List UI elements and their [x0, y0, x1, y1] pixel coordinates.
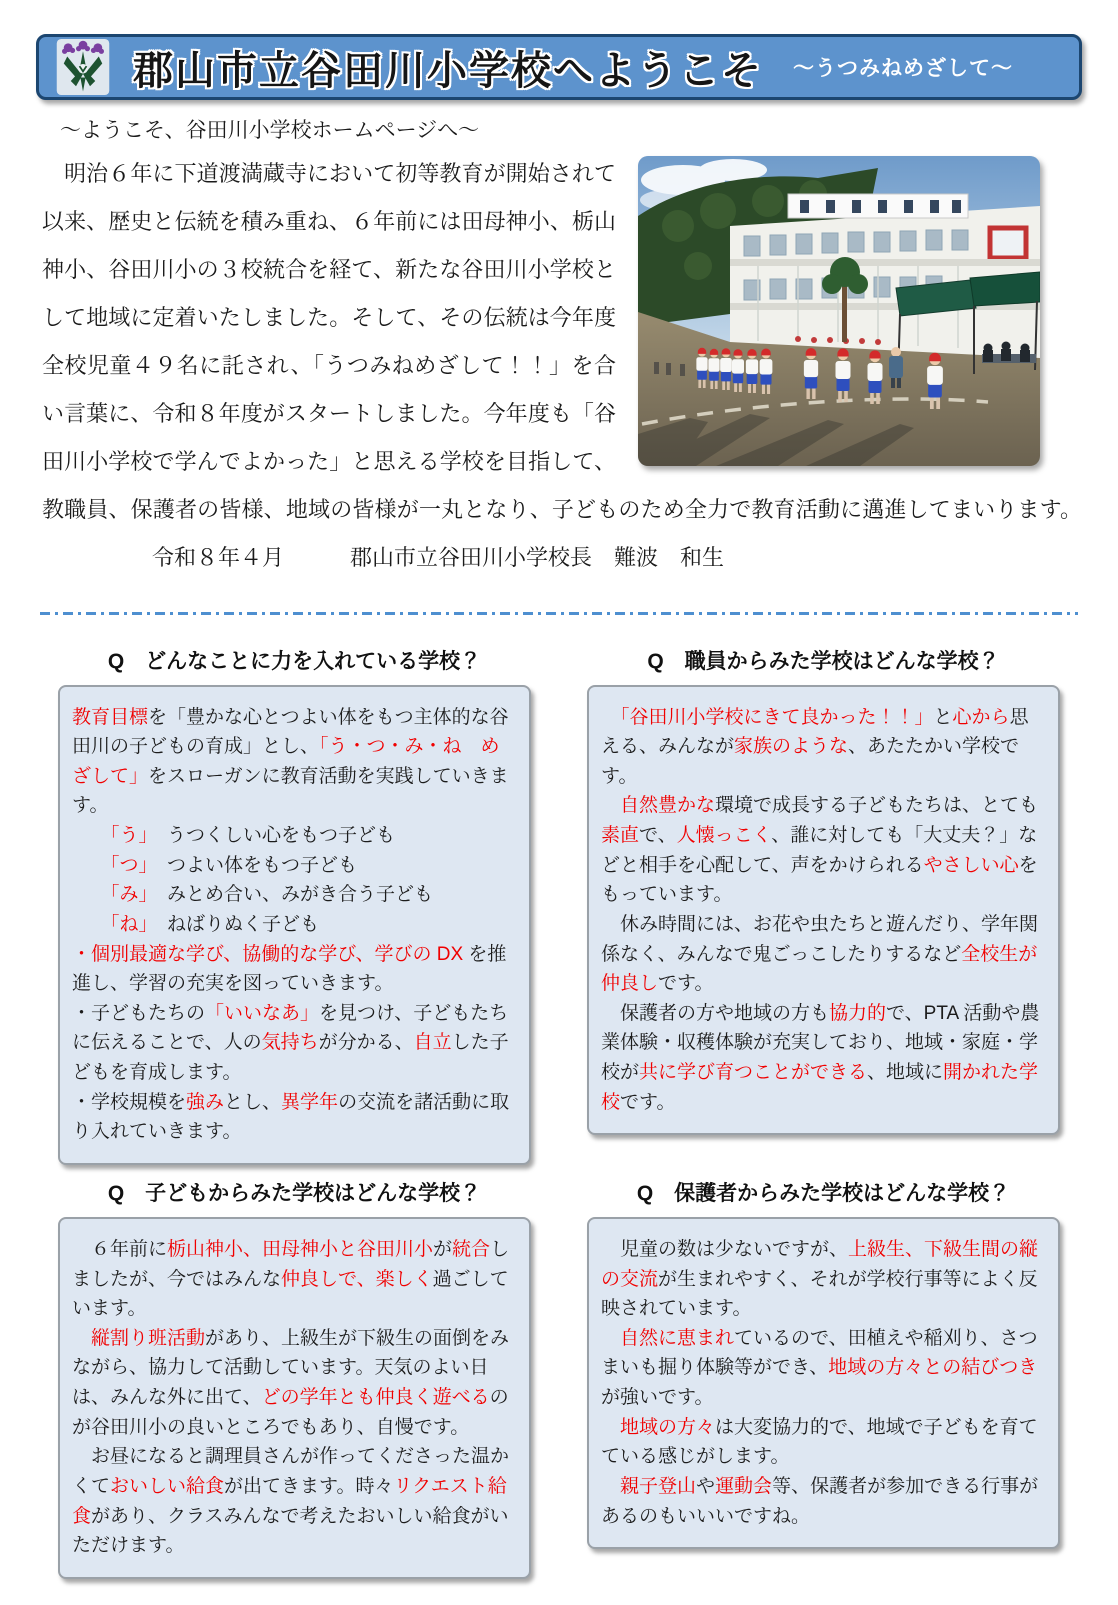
site-slogan: ～うつみねめざして～	[793, 57, 1013, 80]
text-segment: は大変協力的で、地域で子どもを育てている感じがします。	[601, 1416, 1038, 1468]
text-segment	[601, 707, 620, 728]
text-segment: 過ごしています。	[72, 1268, 509, 1320]
highlighted-text: 縦割り班活動	[91, 1327, 206, 1349]
highlighted-text: 親子登山	[620, 1475, 697, 1497]
text-segment: で、	[639, 825, 677, 847]
highlighted-text: 地域の方々	[620, 1416, 716, 1438]
text-segment: を推進し、学習の充実を図っていきます。	[72, 943, 507, 995]
qa-paragraph	[72, 851, 517, 881]
highlighted-text: 「う」	[110, 825, 149, 847]
qa-paragraph	[601, 999, 1046, 1118]
qa-paragraph	[601, 1235, 1046, 1324]
text-segment: 休み時間には、お花や虫たちと遊んだり、学年関係なく、みんなで鬼ごっこしたりするなど	[601, 913, 1039, 965]
highlighted-text: 教育目標	[72, 706, 149, 728]
text-segment	[601, 1328, 620, 1349]
text-segment: の交流を諸活動に取り入れていきます。	[72, 1091, 510, 1143]
text-segment: や	[696, 1475, 716, 1497]
text-segment: と	[933, 706, 953, 728]
intro-section	[36, 114, 1082, 582]
highlighted-text: 「う・つ・み・ね めざして」	[72, 736, 500, 787]
qa-question: Q どんなことに力を入れている学校？	[107, 649, 482, 673]
qa-question: Q 子どもからみた学校はどんな学校？	[107, 1181, 482, 1205]
text-segment: 児童の数は少ないですが、	[601, 1238, 849, 1260]
text-segment: を見つけ、子どもたちに伝えることで、人の	[72, 1002, 509, 1054]
qa-paragraph	[72, 1324, 517, 1443]
text-segment: で、PTA 活動や農業体験・収穫体験が充実しており、地域・家庭・学校が	[601, 1002, 1040, 1084]
site-title: 郡山市立谷田川小学校へようこそ	[133, 48, 763, 93]
highlighted-text: 仲良しで、楽しく	[281, 1268, 433, 1290]
qa-answer-box	[58, 1217, 531, 1579]
highlighted-text: 自然に恵まれ	[620, 1327, 735, 1349]
text-segment: 、あたたかい学校です。	[601, 736, 1020, 787]
qa-paragraph	[72, 703, 517, 822]
highlighted-text: 共に学び育つことができる	[639, 1062, 868, 1084]
text-segment	[601, 795, 620, 816]
text-segment: お昼になると調理員さんが作ってくださった温かくて	[72, 1446, 510, 1497]
highlighted-text: 上級生、下級生間の縦の交流	[601, 1238, 1039, 1290]
qa-paragraph	[72, 821, 517, 851]
qa-paragraph	[72, 999, 517, 1088]
text-segment: ねばりぬく子ども	[148, 913, 320, 935]
highlighted-text: 栃山神小、田母神小と谷田川小	[167, 1238, 434, 1260]
highlighted-text: 「いいなあ」	[205, 1002, 320, 1024]
text-segment: ・学校規模を	[72, 1091, 187, 1113]
highlighted-text: 家族のような	[734, 736, 849, 758]
text-segment: しましたが、今ではみんな	[72, 1238, 510, 1290]
text-segment	[72, 855, 110, 876]
qa-section-parents-view	[587, 1165, 1060, 1549]
highlighted-text: 自立	[413, 1032, 452, 1054]
qa-paragraph	[601, 1324, 1046, 1413]
highlighted-text: 協力的	[829, 1002, 887, 1024]
text-segment: 、地域に	[867, 1062, 944, 1084]
qa-section-staff-view	[587, 633, 1060, 1136]
text-segment: つよい体をもつ子ども	[148, 854, 358, 876]
qa-paragraph	[72, 1088, 517, 1147]
qa-paragraph	[72, 1442, 517, 1561]
highlighted-text: 心から	[952, 706, 1010, 728]
qa-paragraph	[72, 1235, 517, 1324]
highlighted-text: 「み」	[110, 884, 149, 906]
site-banner	[36, 34, 1082, 100]
school-crest-icon	[55, 39, 111, 95]
qa-grid	[36, 633, 1082, 1579]
text-segment: があり、上級生が下級生の面倒をみながら、協力して活動しています。天気のよい日は、みんな外に出て、	[72, 1327, 510, 1409]
qa-paragraph	[72, 940, 517, 999]
text-segment: をスローガンに教育活動を実践していきます。	[72, 765, 509, 817]
text-segment	[72, 914, 110, 935]
qa-question: Q 保護者からみた学校はどんな学校？	[636, 1181, 1011, 1205]
highlighted-text: ・個別最適な学び、協働的な学び、学びの DX	[72, 943, 464, 965]
qa-answer-box	[587, 685, 1060, 1136]
text-segment: みとめ合い、みがき合う子ども	[148, 884, 434, 906]
text-segment	[601, 1476, 620, 1497]
text-segment: があり、クラスみんなで考えたおいしい給食がいただけます。	[72, 1505, 509, 1557]
highlighted-text: おいしい給食	[110, 1475, 225, 1497]
text-segment: が強いです。	[601, 1387, 714, 1409]
text-segment: 思える、みんなが	[601, 706, 1029, 758]
text-segment: 環境で成長する子どもたちは、とても	[715, 795, 1039, 817]
text-segment: のが谷田川小の良いところでもあり、自慢です。	[72, 1387, 509, 1438]
qa-section-children-view	[58, 1165, 531, 1579]
text-segment	[72, 1328, 91, 1349]
highlighted-text: 強み	[186, 1091, 225, 1113]
highlighted-text: 気持ち	[261, 1032, 319, 1054]
text-segment: ６年前に	[72, 1238, 168, 1260]
text-segment	[72, 825, 110, 846]
highlighted-text: 地域の方々との結びつき	[828, 1357, 1038, 1379]
highlighted-text: 素直	[601, 825, 640, 847]
qa-paragraph	[601, 1472, 1046, 1531]
qa-paragraph	[601, 703, 1046, 792]
text-segment: 明治６年に下道渡満蔵寺において初等教育が開始されて以来、歴史と伝統を積み重ね、６年前には田母神小、栃山神小、谷田川小の３校統合を経て、新たな谷田川小学校として地域に定着いたしました。そして、その伝統は今年度全校児童４９名に託され、「うつみねめざして！！」を合い言葉に、令和８年度がスタートしました。今年度も「谷田川小学校で学んでよかった」と思える学校を目指して、教職員、保護者の皆様、地域の皆様が一丸となり、子どものため全力で教育活動に邁進してまいります。	[42, 161, 1082, 522]
text-segment: が分かる、	[318, 1032, 414, 1054]
dashed-divider	[40, 612, 1078, 615]
text-segment: です。	[620, 1091, 676, 1113]
qa-question: Q 職員からみた学校はどんな学校？	[647, 649, 1000, 673]
highlighted-text: 「谷田川小学校にきて良かった！！」	[620, 706, 934, 728]
text-segment: 等、保護者が参加できる行事があるのもいいいですね。	[601, 1475, 1039, 1527]
text-segment: ているので、田植えや稲刈り、さつまいも掘り体験等ができ、	[601, 1327, 1038, 1379]
qa-paragraph	[72, 880, 517, 910]
qa-answer-box	[587, 1217, 1060, 1549]
text-segment: です。	[658, 973, 714, 995]
qa-paragraph	[601, 1413, 1046, 1472]
text-segment: した子どもを育成します。	[72, 1032, 509, 1084]
highlighted-text: 統合	[452, 1238, 491, 1260]
text-segment: を「豊かな心とつよい体をもつ主体的な谷田川の子どもの育成」とし、	[72, 706, 509, 758]
highlighted-text: 開かれた学校	[601, 1062, 1039, 1113]
text-segment: が	[433, 1238, 453, 1260]
text-segment: 保護者の方や地域の方も	[601, 1002, 830, 1024]
highlighted-text: やさしい心	[923, 854, 1019, 876]
highlighted-text: 人懐っこく	[676, 825, 772, 847]
qa-paragraph	[601, 910, 1046, 999]
qa-section-school-focus	[58, 633, 531, 1165]
text-segment: をもっています。	[601, 854, 1038, 906]
highlighted-text: 運動会	[715, 1475, 773, 1497]
text-segment	[72, 884, 110, 905]
highlighted-text: どの学年とも仲良く遊べる	[261, 1387, 490, 1409]
text-segment: 、誰に対しても「大丈夫？」などと相手を心配して、声をかけられる	[601, 825, 1038, 876]
highlighted-text: 異学年	[281, 1091, 339, 1113]
text-segment: が出てきます。時々	[224, 1475, 394, 1497]
highlighted-text: 自然豊かな	[620, 795, 716, 817]
text-segment	[601, 1417, 620, 1438]
welcome-line: ～ようこそ、谷田川小学校ホームページへ～	[60, 118, 480, 142]
qa-paragraph	[601, 791, 1046, 910]
text-segment: 令和８年４月 郡山市立谷田川小学校長 難波 和生	[152, 544, 725, 570]
text-segment: うつくしい心をもつ子ども	[148, 825, 396, 847]
text-segment: ・子どもたちの	[72, 1002, 206, 1024]
qa-answer-box	[58, 685, 531, 1165]
qa-paragraph	[72, 910, 517, 940]
highlighted-text: 「ね」	[110, 913, 149, 935]
highlighted-text: 全校生が仲良し	[601, 943, 1038, 995]
highlighted-text: 「つ」	[110, 854, 149, 876]
highlighted-text: リクエスト給食	[72, 1475, 507, 1527]
text-segment: とし、	[224, 1091, 282, 1113]
school-sports-day-photo	[638, 156, 1040, 466]
text-segment: が生まれやすく、それが学校行事等によく反映されています。	[601, 1268, 1038, 1320]
